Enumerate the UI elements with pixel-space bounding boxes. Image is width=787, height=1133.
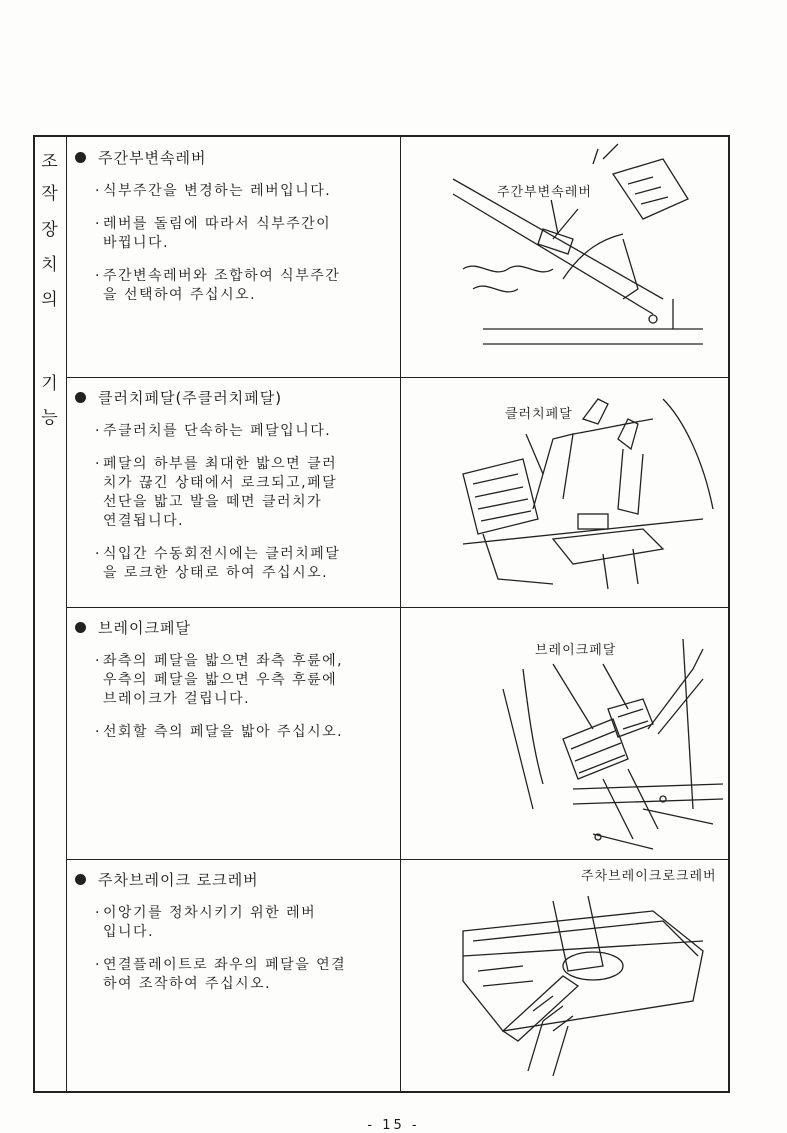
section-main-shift-lever <box>75 147 400 305</box>
item-mark: · <box>95 216 101 232</box>
item-mark: · <box>95 724 101 740</box>
item-line: 식부주간을 변경하는 레버입니다. <box>103 183 332 199</box>
side-char: 장 <box>41 220 58 240</box>
list-item <box>75 723 400 742</box>
item-line: 연결플레이트로 좌우의 페달을 연결 <box>103 957 347 973</box>
item-line: 주간변속레버와 조합하여 식부주간 <box>103 268 341 284</box>
side-label-column <box>35 137 67 1091</box>
column-divider <box>400 137 401 1091</box>
row-divider <box>66 859 728 860</box>
item-mark: · <box>95 546 101 562</box>
section-title <box>75 617 400 638</box>
list-item <box>75 545 400 583</box>
list-item <box>75 904 400 942</box>
parking-lever-diagram-image <box>403 861 730 1091</box>
list-item <box>75 455 400 531</box>
item-line: 선단을 밟고 발을 떼면 클러치가 <box>103 494 323 510</box>
list-item <box>75 652 400 709</box>
item-line: 주클러치를 단속하는 페달입니다. <box>103 423 332 439</box>
figure-label: 주차브레이크로크레버 <box>579 865 719 884</box>
section-clutch-pedal <box>75 387 400 583</box>
item-line: 하여 조작하여 주십시오. <box>103 976 272 992</box>
side-char: 조 <box>41 152 58 172</box>
figure-parking-brake-lock-lever <box>403 861 730 1091</box>
bullet-icon <box>75 622 86 633</box>
item-mark: · <box>95 456 101 472</box>
section-title-text: 주간부변속레버 <box>98 149 207 167</box>
section-brake-pedal <box>75 617 400 742</box>
section-title-text: 브레이크페달 <box>98 619 191 637</box>
item-line: 치가 끊긴 상태에서 로크되고,페달 <box>103 475 338 491</box>
list-item <box>75 956 400 994</box>
figure-label: 클러치페달 <box>503 403 575 422</box>
list-item <box>75 267 400 305</box>
section-title-text: 주차브레이크 로크레버 <box>98 871 259 889</box>
item-line: 페달의 하부를 최대한 밟으면 클러 <box>103 456 338 472</box>
page-number: - 15 - <box>367 1118 420 1133</box>
bullet-icon <box>75 874 86 885</box>
list-item <box>75 182 400 201</box>
side-char: 의 <box>41 290 58 310</box>
item-mark: · <box>95 957 101 973</box>
item-line: 좌측의 페달을 밟으면 좌측 후륜에, <box>103 653 344 669</box>
figure-clutch-pedal <box>403 379 730 605</box>
item-mark: · <box>95 268 101 284</box>
item-line: 이앙기를 정차시키기 위한 레버 <box>103 905 317 921</box>
item-line: 을 로크한 상태로 하여 주십시오. <box>103 565 329 581</box>
figure-brake-pedal <box>403 609 730 857</box>
item-line: 연결됩니다. <box>103 513 185 529</box>
bullet-icon <box>75 392 86 403</box>
item-line: 우측의 페달을 밟으면 우측 후륜에 <box>103 672 338 688</box>
item-mark: · <box>95 905 101 921</box>
side-char: 작 <box>41 184 58 204</box>
row-divider <box>66 607 728 608</box>
section-title <box>75 387 400 408</box>
lever-diagram-image <box>403 139 730 375</box>
item-line: 브레이크가 걸립니다. <box>103 691 251 707</box>
side-char: 치 <box>41 255 58 275</box>
section-title <box>75 869 400 890</box>
row-divider <box>66 377 728 378</box>
item-line: 을 선택하여 주십시오. <box>103 287 257 303</box>
section-title <box>75 147 400 168</box>
figure-label: 브레이크페달 <box>533 639 618 658</box>
item-mark: · <box>95 653 101 669</box>
item-mark: · <box>95 183 101 199</box>
side-char: 능 <box>41 408 58 428</box>
item-line: 선회할 측의 페달을 밟아 주십시오. <box>103 724 344 740</box>
figure-label: 주간부변속레버 <box>495 181 594 200</box>
bullet-icon <box>75 152 86 163</box>
side-char: 기 <box>41 374 58 394</box>
list-item <box>75 422 400 441</box>
section-title-text: 클러치페달(주클러치페달) <box>98 389 283 407</box>
section-parking-brake-lock-lever <box>75 869 400 994</box>
item-line: 레버를 돌림에 따라서 식부주간이 <box>103 216 332 232</box>
item-line: 바뀝니다. <box>103 235 170 251</box>
list-item <box>75 215 400 253</box>
figure-main-shift-lever <box>403 139 730 375</box>
item-line: 식입간 수동회전시에는 클러치페달 <box>103 546 341 562</box>
manual-table <box>33 135 730 1093</box>
item-line: 입니다. <box>103 924 155 940</box>
item-mark: · <box>95 423 101 439</box>
